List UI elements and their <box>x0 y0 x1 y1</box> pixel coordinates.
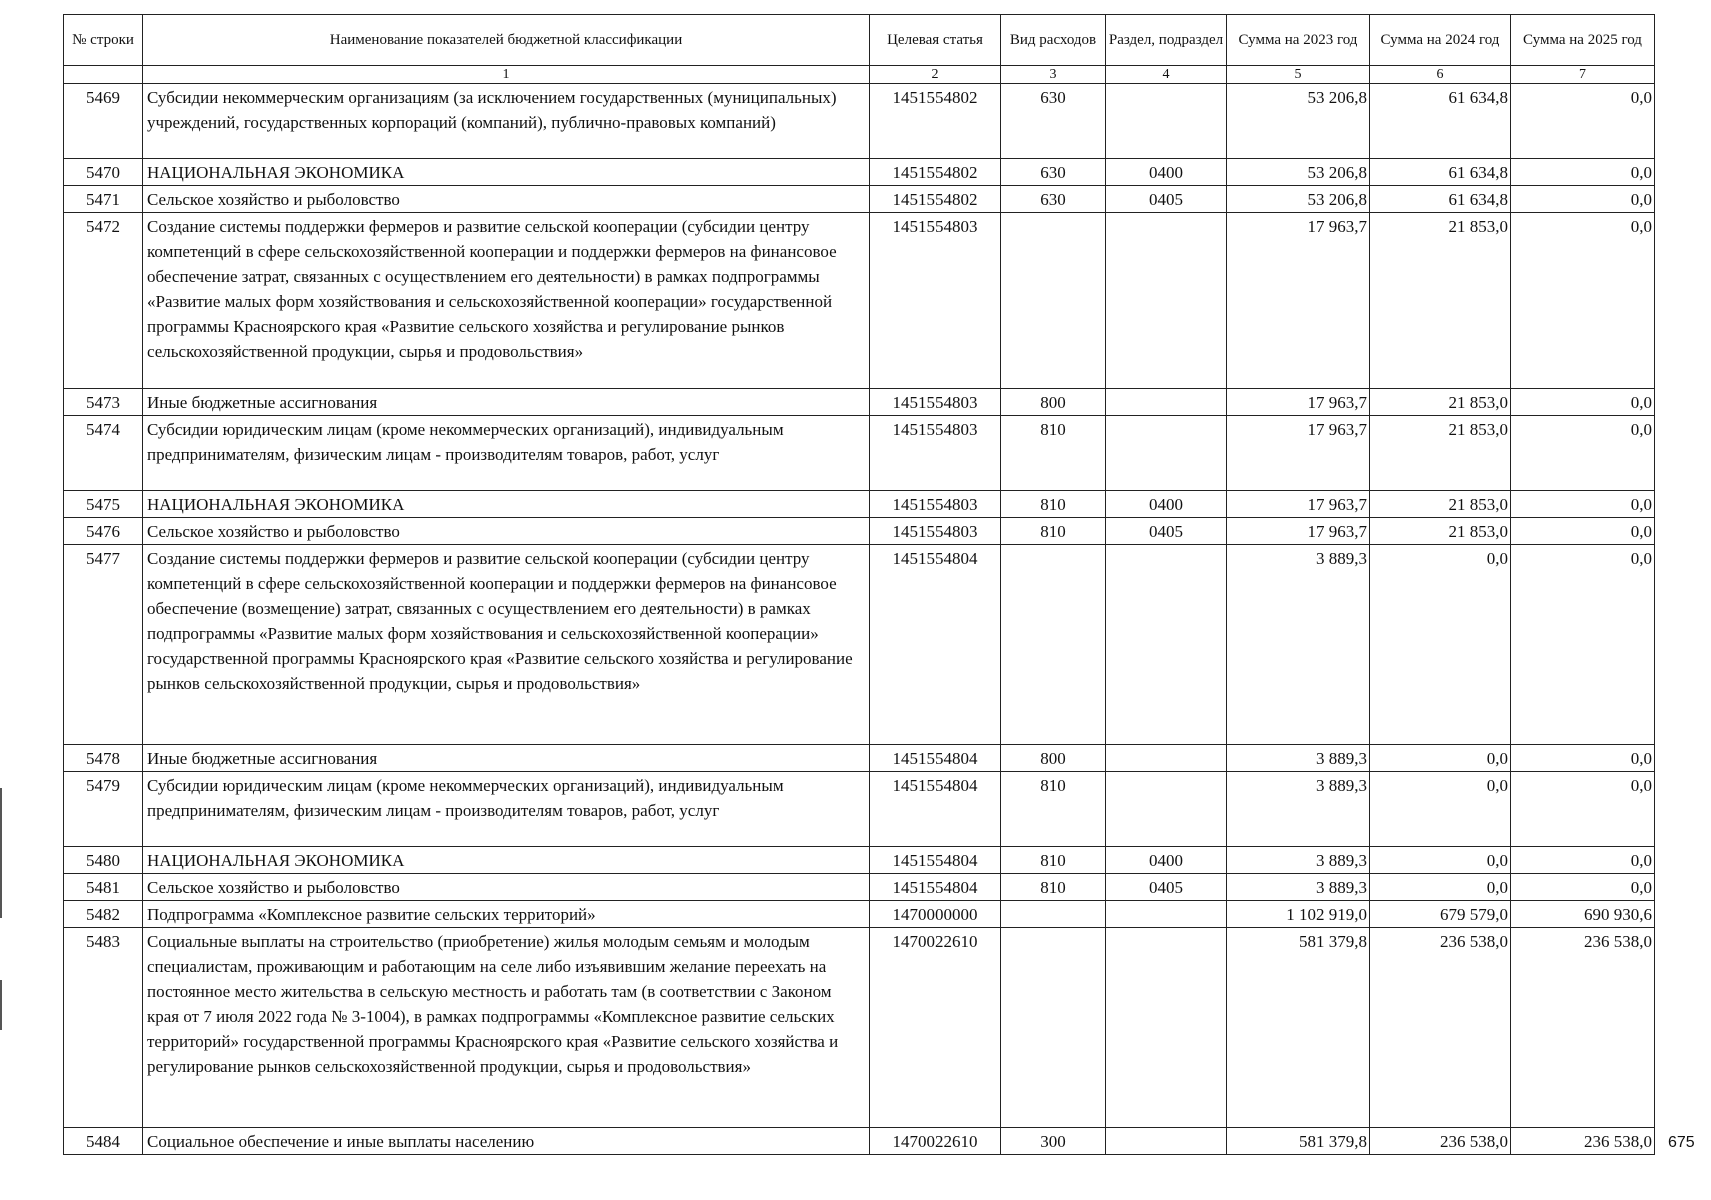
row-number-cell: 5481 <box>64 874 143 901</box>
table-row <box>64 928 1655 1128</box>
header-target-article: Целевая статья <box>870 15 1001 66</box>
sum-2023-cell: 53 206,8 <box>1227 186 1370 213</box>
indicator-name-cell: НАЦИОНАЛЬНАЯ ЭКОНОМИКА <box>143 847 870 874</box>
table-row <box>64 389 1655 416</box>
table-row <box>64 847 1655 874</box>
sum-2024-cell: 0,0 <box>1370 545 1511 745</box>
target-article-cell: 1451554804 <box>870 545 1001 745</box>
table-header-row <box>64 15 1655 66</box>
row-number-cell: 5472 <box>64 213 143 389</box>
table-row <box>64 84 1655 159</box>
target-article-cell: 1451554804 <box>870 847 1001 874</box>
section-cell <box>1106 901 1227 928</box>
sum-2024-cell: 0,0 <box>1370 745 1511 772</box>
expense-type-cell <box>1001 901 1106 928</box>
expense-type-cell: 810 <box>1001 874 1106 901</box>
indicator-name-cell: Сельское хозяйство и рыболовство <box>143 186 870 213</box>
column-number: 2 <box>870 66 1001 84</box>
sum-2023-cell: 3 889,3 <box>1227 847 1370 874</box>
row-number-cell: 5469 <box>64 84 143 159</box>
target-article-cell: 1451554802 <box>870 159 1001 186</box>
indicator-name-cell: Сельское хозяйство и рыболовство <box>143 518 870 545</box>
expense-type-cell: 630 <box>1001 159 1106 186</box>
section-cell: 0405 <box>1106 518 1227 545</box>
budget-classification-table <box>63 14 1655 1155</box>
table-row <box>64 874 1655 901</box>
target-article-cell: 1451554804 <box>870 772 1001 847</box>
indicator-name-cell: Создание системы поддержки фермеров и развитие сельской кооперации (субсидии центру компетенций в сфере сельскохозяйственной кооперации и поддержки фермеров на финансовое обеспечение (возмещение) затрат, связанных с осуществлением его деятельности) в рамках подпрограммы «Развитие малых форм хозяйствования и сельскохозяйственной кооперации» государственной программы Красноярского края «Развитие сельского хозяйства и регулирование рынков сельскохозяйственной продукции, сырья и продовольствия» <box>143 545 870 745</box>
sum-2023-cell: 581 379,8 <box>1227 1128 1370 1155</box>
sum-2025-cell: 0,0 <box>1511 847 1655 874</box>
table-row <box>64 491 1655 518</box>
sum-2024-cell: 21 853,0 <box>1370 389 1511 416</box>
row-number-cell: 5473 <box>64 389 143 416</box>
expense-type-cell: 630 <box>1001 84 1106 159</box>
target-article-cell: 1470022610 <box>870 928 1001 1128</box>
section-cell: 0400 <box>1106 491 1227 518</box>
sum-2023-cell: 17 963,7 <box>1227 389 1370 416</box>
indicator-name-cell: Иные бюджетные ассигнования <box>143 745 870 772</box>
expense-type-cell: 800 <box>1001 745 1106 772</box>
section-cell: 0405 <box>1106 186 1227 213</box>
row-number-cell: 5477 <box>64 545 143 745</box>
header-sum-2023: Сумма на 2023 год <box>1227 15 1370 66</box>
sum-2025-cell: 0,0 <box>1511 518 1655 545</box>
page-number: 675 <box>1668 1134 1695 1151</box>
table-row <box>64 772 1655 847</box>
sum-2024-cell: 0,0 <box>1370 847 1511 874</box>
header-sum-2024: Сумма на 2024 год <box>1370 15 1511 66</box>
indicator-name-cell: Иные бюджетные ассигнования <box>143 389 870 416</box>
section-cell <box>1106 745 1227 772</box>
budget-table-sheet <box>63 14 1655 1155</box>
target-article-cell: 1451554803 <box>870 416 1001 491</box>
sum-2024-cell: 21 853,0 <box>1370 491 1511 518</box>
sum-2024-cell: 21 853,0 <box>1370 213 1511 389</box>
target-article-cell: 1451554803 <box>870 213 1001 389</box>
row-number-cell: 5478 <box>64 745 143 772</box>
section-cell <box>1106 84 1227 159</box>
expense-type-cell <box>1001 213 1106 389</box>
sum-2024-cell: 61 634,8 <box>1370 186 1511 213</box>
section-cell: 0405 <box>1106 874 1227 901</box>
section-cell: 0400 <box>1106 847 1227 874</box>
sum-2024-cell: 236 538,0 <box>1370 1128 1511 1155</box>
sum-2025-cell: 0,0 <box>1511 745 1655 772</box>
section-cell <box>1106 928 1227 1128</box>
indicator-name-cell: НАЦИОНАЛЬНАЯ ЭКОНОМИКА <box>143 491 870 518</box>
expense-type-cell: 630 <box>1001 186 1106 213</box>
indicator-name-cell: Социальные выплаты на строительство (приобретение) жилья молодым семьям и молодым специалистам, проживающим и работающим на селе либо изъявившим желание переехать на постоянное место жительства в сельскую местность и работать там (в соответствии с Законом края от 7 июля 2022 года № 3-1004), в рамках подпрограммы «Комплексное развитие сельских территорий» государственной программы Красноярского края «Развитие сельского хозяйства и регулирование рынков сельскохозяйственной продукции, сырья и продовольствия» <box>143 928 870 1128</box>
table-row <box>64 416 1655 491</box>
sum-2024-cell: 236 538,0 <box>1370 928 1511 1128</box>
column-number: 5 <box>1227 66 1370 84</box>
column-number: 3 <box>1001 66 1106 84</box>
table-row <box>64 186 1655 213</box>
indicator-name-cell: Социальное обеспечение и иные выплаты населению <box>143 1128 870 1155</box>
row-number-cell: 5475 <box>64 491 143 518</box>
sum-2023-cell: 17 963,7 <box>1227 213 1370 389</box>
sum-2023-cell: 581 379,8 <box>1227 928 1370 1128</box>
row-number-cell: 5474 <box>64 416 143 491</box>
row-number-cell: 5483 <box>64 928 143 1128</box>
expense-type-cell: 810 <box>1001 847 1106 874</box>
sum-2025-cell: 0,0 <box>1511 159 1655 186</box>
row-number-cell: 5484 <box>64 1128 143 1155</box>
table-row <box>64 545 1655 745</box>
sum-2024-cell: 21 853,0 <box>1370 416 1511 491</box>
expense-type-cell <box>1001 545 1106 745</box>
expense-type-cell: 800 <box>1001 389 1106 416</box>
row-number-cell: 5479 <box>64 772 143 847</box>
table-body <box>64 84 1655 1155</box>
section-cell <box>1106 416 1227 491</box>
sum-2025-cell: 0,0 <box>1511 213 1655 389</box>
row-number-cell: 5482 <box>64 901 143 928</box>
indicator-name-cell: Субсидии юридическим лицам (кроме некоммерческих организаций), индивидуальным предпринимателям, физическим лицам - производителям товаров, работ, услуг <box>143 416 870 491</box>
column-number <box>64 66 143 84</box>
sum-2025-cell: 0,0 <box>1511 772 1655 847</box>
sum-2025-cell: 690 930,6 <box>1511 901 1655 928</box>
expense-type-cell: 810 <box>1001 518 1106 545</box>
sum-2025-cell: 236 538,0 <box>1511 928 1655 1128</box>
table-row <box>64 213 1655 389</box>
table-row <box>64 159 1655 186</box>
section-cell <box>1106 1128 1227 1155</box>
header-row-number: № строки <box>64 15 143 66</box>
sum-2023-cell: 3 889,3 <box>1227 874 1370 901</box>
table-row <box>64 745 1655 772</box>
target-article-cell: 1451554803 <box>870 518 1001 545</box>
sum-2025-cell: 0,0 <box>1511 874 1655 901</box>
sum-2024-cell: 679 579,0 <box>1370 901 1511 928</box>
sum-2023-cell: 53 206,8 <box>1227 84 1370 159</box>
column-number: 1 <box>143 66 870 84</box>
row-number-cell: 5480 <box>64 847 143 874</box>
sum-2024-cell: 0,0 <box>1370 874 1511 901</box>
header-expense-type: Вид расходов <box>1001 15 1106 66</box>
row-number-cell: 5470 <box>64 159 143 186</box>
sum-2024-cell: 61 634,8 <box>1370 159 1511 186</box>
sum-2023-cell: 53 206,8 <box>1227 159 1370 186</box>
column-number: 6 <box>1370 66 1511 84</box>
sum-2023-cell: 3 889,3 <box>1227 772 1370 847</box>
target-article-cell: 1470022610 <box>870 1128 1001 1155</box>
column-number: 7 <box>1511 66 1655 84</box>
header-indicator-name: Наименование показателей бюджетной классификации <box>143 15 870 66</box>
section-cell <box>1106 545 1227 745</box>
sum-2023-cell: 17 963,7 <box>1227 416 1370 491</box>
sum-2023-cell: 17 963,7 <box>1227 518 1370 545</box>
sum-2023-cell: 3 889,3 <box>1227 545 1370 745</box>
expense-type-cell: 810 <box>1001 416 1106 491</box>
sum-2024-cell: 0,0 <box>1370 772 1511 847</box>
sum-2024-cell: 61 634,8 <box>1370 84 1511 159</box>
table-row <box>64 518 1655 545</box>
sum-2023-cell: 17 963,7 <box>1227 491 1370 518</box>
expense-type-cell: 810 <box>1001 491 1106 518</box>
section-cell: 0400 <box>1106 159 1227 186</box>
sum-2024-cell: 21 853,0 <box>1370 518 1511 545</box>
column-number-row <box>64 66 1655 84</box>
target-article-cell: 1451554803 <box>870 389 1001 416</box>
indicator-name-cell: Сельское хозяйство и рыболовство <box>143 874 870 901</box>
section-cell <box>1106 389 1227 416</box>
sum-2025-cell: 0,0 <box>1511 416 1655 491</box>
sum-2025-cell: 0,0 <box>1511 389 1655 416</box>
row-number-cell: 5471 <box>64 186 143 213</box>
target-article-cell: 1451554803 <box>870 491 1001 518</box>
sum-2025-cell: 236 538,0 <box>1511 1128 1655 1155</box>
indicator-name-cell: Создание системы поддержки фермеров и развитие сельской кооперации (субсидии центру компетенций в сфере сельскохозяйственной кооперации и поддержки фермеров на финансовое обеспечение затрат, связанных с осуществлением его деятельности) в рамках подпрограммы «Развитие малых форм хозяйствования и сельскохозяйственной кооперации» государственной программы Красноярского края «Развитие сельского хозяйства и регулирование рынков сельскохозяйственной продукции, сырья и продовольствия» <box>143 213 870 389</box>
target-article-cell: 1451554804 <box>870 745 1001 772</box>
sum-2025-cell: 0,0 <box>1511 84 1655 159</box>
target-article-cell: 1451554802 <box>870 186 1001 213</box>
sum-2023-cell: 1 102 919,0 <box>1227 901 1370 928</box>
sum-2023-cell: 3 889,3 <box>1227 745 1370 772</box>
sum-2025-cell: 0,0 <box>1511 186 1655 213</box>
section-cell <box>1106 213 1227 389</box>
scan-edge-mark <box>0 980 2 1030</box>
row-number-cell: 5476 <box>64 518 143 545</box>
sum-2025-cell: 0,0 <box>1511 491 1655 518</box>
indicator-name-cell: Подпрограмма «Комплексное развитие сельских территорий» <box>143 901 870 928</box>
target-article-cell: 1451554804 <box>870 874 1001 901</box>
table-row <box>64 901 1655 928</box>
column-number: 4 <box>1106 66 1227 84</box>
indicator-name-cell: Субсидии юридическим лицам (кроме некоммерческих организаций), индивидуальным предпринимателям, физическим лицам - производителям товаров, работ, услуг <box>143 772 870 847</box>
expense-type-cell <box>1001 928 1106 1128</box>
target-article-cell: 1451554802 <box>870 84 1001 159</box>
sum-2025-cell: 0,0 <box>1511 545 1655 745</box>
indicator-name-cell: НАЦИОНАЛЬНАЯ ЭКОНОМИКА <box>143 159 870 186</box>
expense-type-cell: 810 <box>1001 772 1106 847</box>
table-row <box>64 1128 1655 1155</box>
indicator-name-cell: Субсидии некоммерческим организациям (за исключением государственных (муниципальных) учреждений, государственных корпораций (компаний), публично-правовых компаний) <box>143 84 870 159</box>
header-sum-2025: Сумма на 2025 год <box>1511 15 1655 66</box>
target-article-cell: 1470000000 <box>870 901 1001 928</box>
expense-type-cell: 300 <box>1001 1128 1106 1155</box>
header-section: Раздел, подраздел <box>1106 15 1227 66</box>
section-cell <box>1106 772 1227 847</box>
scan-edge-mark <box>0 788 2 918</box>
